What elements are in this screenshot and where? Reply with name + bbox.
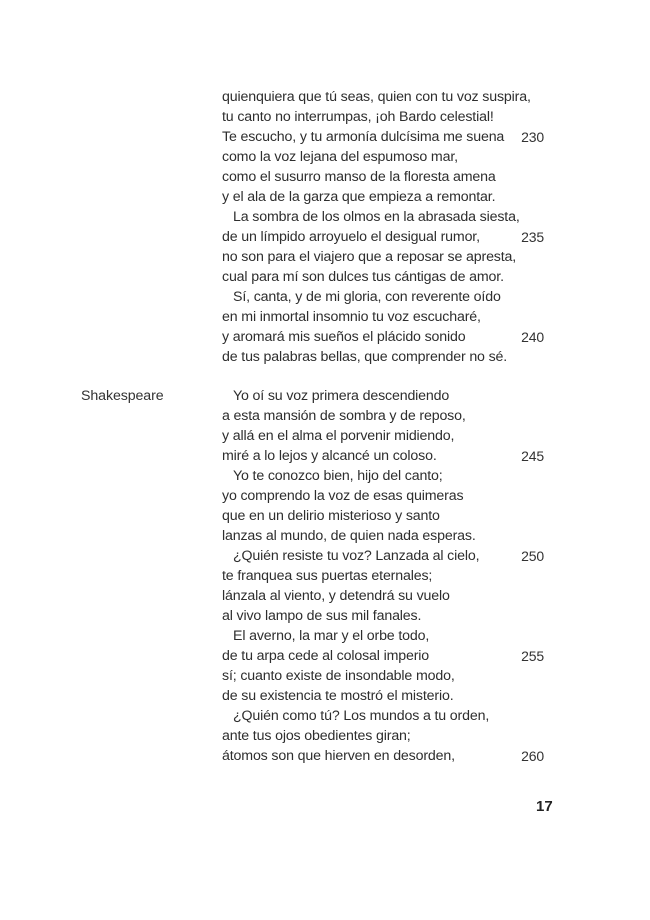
verse-line: Te escucho, y tu armonía dulcísima me suena 230 [222, 129, 544, 145]
page-number: 17 [536, 798, 553, 815]
line-number: 230 [521, 129, 544, 145]
verse-line: La sombra de los olmos en la abrasada siesta, [233, 209, 520, 225]
verse-line: de tu arpa cede al colosal imperio 255 [222, 648, 544, 664]
verse-line: como el susurro manso de la floresta amena [222, 169, 496, 185]
verse-line: y el ala de la garza que empieza a remontar. [222, 189, 496, 205]
verse-line: y aromará mis sueños el plácido sonido 240 [222, 329, 544, 345]
verse-line: al vivo lampo de sus mil fanales. [222, 608, 422, 624]
verse-line: de un límpido arroyuelo el desigual rumor, 235 [222, 229, 544, 245]
verse-line: te franquea sus puertas eternales; [222, 568, 433, 584]
verse-line: Yo te conozco bien, hijo del canto; [233, 468, 443, 484]
verse-line: sí; cuanto existe de insondable modo, [222, 668, 455, 684]
verse-line: de su existencia te mostró el misterio. [222, 688, 454, 704]
line-number: 245 [521, 448, 544, 464]
verse-line: a esta mansión de sombra y de reposo, [222, 408, 466, 424]
verse-line: El averno, la mar y el orbe todo, [233, 628, 430, 644]
verse-line: yo comprendo la voz de esas quimeras [222, 488, 464, 504]
verse-line: miré a lo lejos y alcancé un coloso. 245 [222, 448, 544, 464]
verse-line: ¿Quién resiste tu voz? Lanzada al cielo, 250 [233, 548, 544, 564]
verse-line: lanzas al mundo, de quien nada esperas. [222, 528, 476, 544]
line-number: 255 [521, 648, 544, 664]
line-number: 235 [521, 229, 544, 245]
line-number: 260 [521, 748, 544, 764]
verse-line: Yo oí su voz primera descendiendo [233, 388, 450, 404]
verse-line: de tus palabras bellas, que comprender no sé. [222, 349, 508, 365]
verse-line: lánzala al viento, y detendrá su vuelo [222, 588, 450, 604]
verse-line: ante tus ojos obedientes giran; [222, 728, 411, 744]
verse-line: cual para mí son dulces tus cántigas de amor. [222, 269, 504, 285]
verse-line: átomos son que hierven en desorden, 260 [222, 748, 544, 764]
verse-line: ¿Quién como tú? Los mundos a tu orden, [233, 708, 490, 724]
verse-line: que en un delirio misterioso y santo [222, 508, 440, 524]
verse-block-1 [222, 87, 544, 367]
verse-line: Sí, canta, y de mi gloria, con reverente oído [233, 289, 501, 305]
verse-line: tu canto no interrumpas, ¡oh Bardo celestial! [222, 109, 494, 125]
verse-block-2 [222, 386, 544, 766]
line-number: 250 [521, 548, 544, 564]
speaker-name: Shakespeare [81, 388, 164, 404]
verse-line: en mi inmortal insomnio tu voz escucharé, [222, 309, 481, 325]
verse-line: como la voz lejana del espumoso mar, [222, 149, 458, 165]
line-number: 240 [521, 329, 544, 345]
verse-line: quienquiera que tú seas, quien con tu voz suspira, [222, 89, 531, 105]
verse-line: y allá en el alma el porvenir midiendo, [222, 428, 455, 444]
verse-line: no son para el viajero que a reposar se apresta, [222, 249, 517, 265]
